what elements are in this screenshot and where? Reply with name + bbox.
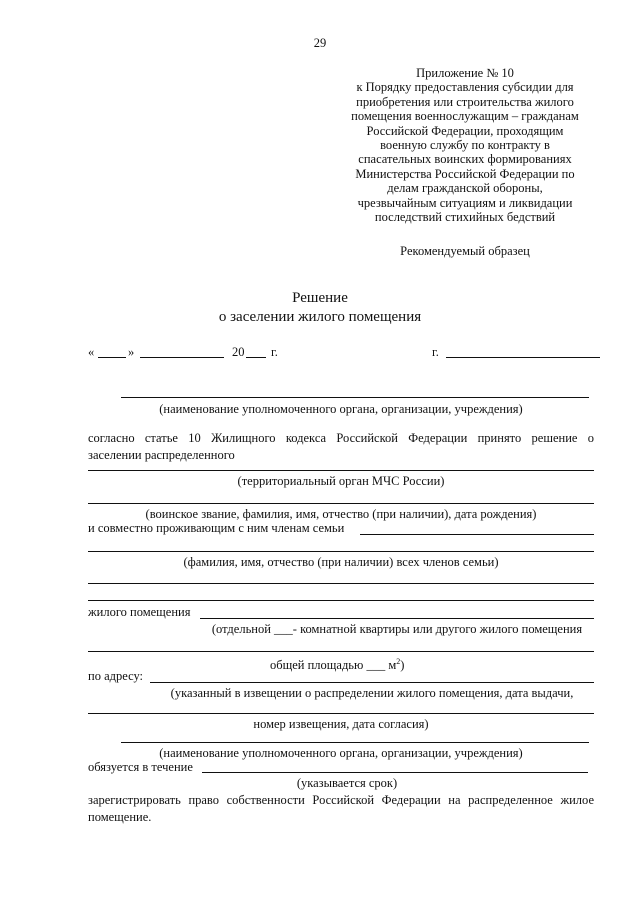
year-prefix: 20: [232, 345, 245, 359]
appendix-line: Министерства Российской Федерации по: [355, 166, 575, 181]
rank-caption: (воинское звание, фамилия, имя, отчество (при наличии), дата рождения): [145, 507, 537, 521]
family-label: и совместно проживающим с ним членам семьи: [88, 521, 345, 535]
decision-line-2: заселении распределенного: [88, 448, 235, 462]
appendix-line: Российской Федерации, проходящим: [366, 123, 564, 138]
recommended-sample: Рекомендуемый образец: [400, 244, 530, 258]
date-close-quote: »: [128, 345, 135, 359]
city-prefix: г.: [432, 345, 439, 359]
page-number: 29: [313, 36, 327, 50]
date-open-quote: «: [88, 345, 95, 359]
org2-caption: (наименование уполномоченного органа, организации, учреждения): [159, 746, 523, 760]
org2-blank[interactable]: [121, 742, 589, 743]
rank-blank[interactable]: [88, 503, 594, 504]
appendix-line: спасательных воинских формированиях: [358, 152, 572, 167]
apartment-caption: (отдельной ___- комнатной квартиры или другого жилого помещения: [211, 622, 583, 636]
appendix-line: помещения военнослужащим – гражданам: [351, 109, 579, 124]
appendix-line: к Порядку предоставления субсидии для: [356, 80, 574, 95]
document-subtitle: о заселении жилого помещения: [218, 309, 422, 325]
area-caption-text: общей площадью ___ м: [270, 658, 397, 673]
appendix-line: делам гражданской обороны,: [387, 181, 543, 196]
area-unit-sup: 2: [396, 657, 401, 666]
territorial-caption: (территориальный орган МЧС России): [237, 474, 445, 488]
city-blank[interactable]: [446, 357, 600, 358]
appendix-line: последствий стихийных бедствий: [374, 210, 556, 225]
territorial-blank[interactable]: [88, 470, 594, 471]
address-label: по адресу:: [88, 669, 144, 683]
register-paragraph: [88, 792, 594, 826]
register-line-1: зарегистрировать право собственности Российской Федерации на распределенное жилое: [88, 793, 594, 807]
appendix-header: [330, 66, 600, 224]
appendix-line: Приложение № 10: [416, 66, 514, 80]
day-blank[interactable]: [98, 357, 126, 358]
obliged-label: обязуется в течение: [88, 760, 193, 774]
document-title: Решение: [292, 290, 348, 306]
family-names-caption: (фамилия, имя, отчество (при наличии) всех членов семьи): [183, 555, 499, 569]
family-names-blank[interactable]: [88, 551, 594, 552]
notice-caption: (указанный в извещении о распределении жилого помещения, дата выдачи,: [170, 686, 574, 700]
family-blank[interactable]: [360, 534, 594, 535]
month-blank[interactable]: [140, 357, 224, 358]
area-caption: [270, 655, 404, 672]
family-extra-blank-1[interactable]: [88, 583, 594, 584]
org-caption: (наименование уполномоченного органа, организации, учреждения): [159, 402, 523, 416]
address-blank[interactable]: [150, 682, 594, 683]
term-blank[interactable]: [202, 772, 588, 773]
decision-line-1: согласно статье 10 Жилищного кодекса Российской Федерации принято решение о: [88, 431, 594, 445]
org-blank[interactable]: [121, 397, 589, 398]
year-blank[interactable]: [246, 357, 266, 358]
decision-paragraph: [88, 430, 594, 464]
appendix-line: чрезвычайным ситуациям и ликвидации: [357, 195, 573, 210]
year-suffix: г.: [271, 345, 278, 359]
notice-blank[interactable]: [88, 713, 594, 714]
family-extra-blank-2[interactable]: [88, 600, 594, 601]
notice-number-caption: номер извещения, дата согласия): [253, 717, 429, 731]
appendix-line: военную службу по контракту в: [380, 138, 550, 153]
register-line-2: помещение.: [88, 810, 152, 824]
premises-label: жилого помещения: [88, 605, 191, 619]
area-caption-close: ): [400, 658, 405, 673]
area-blank[interactable]: [88, 651, 594, 652]
premises-blank[interactable]: [200, 618, 594, 619]
appendix-line: приобретения или строительства жилого: [356, 94, 574, 109]
term-caption: (указывается срок): [296, 776, 398, 790]
